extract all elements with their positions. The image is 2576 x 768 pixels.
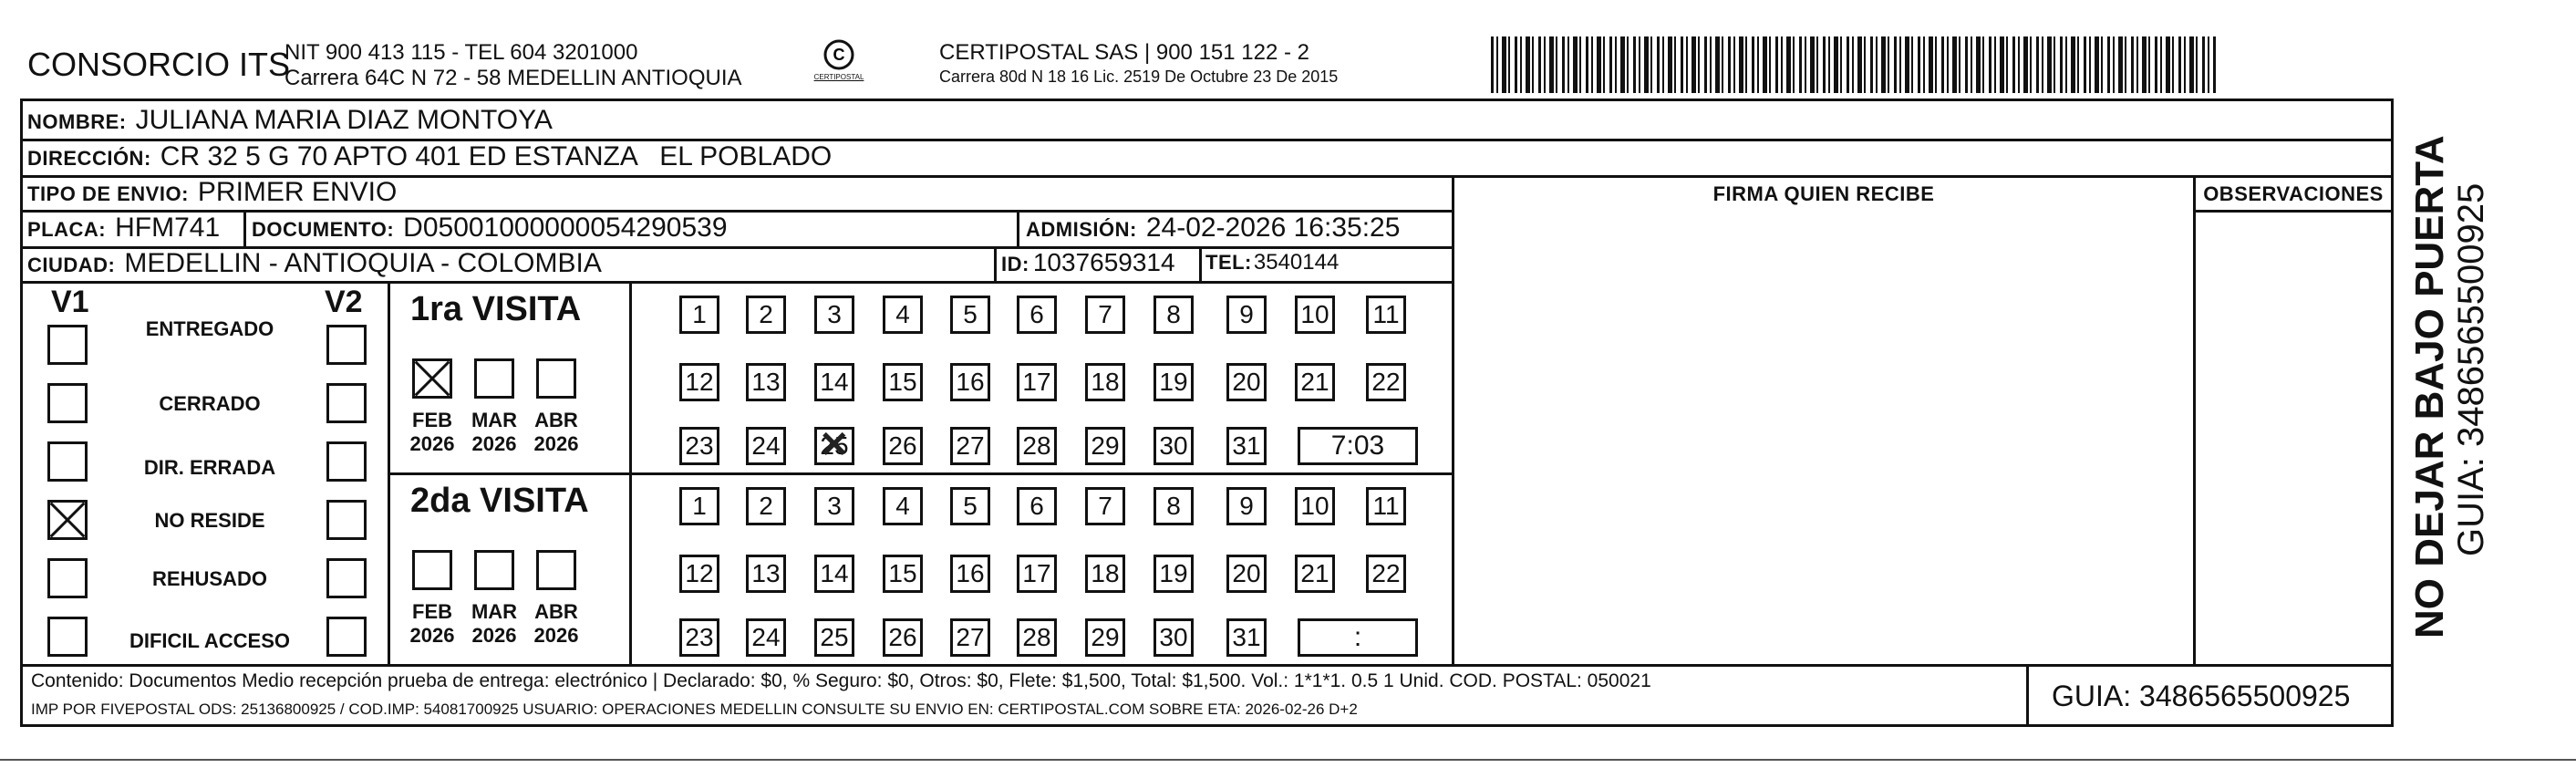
status-reason-label: CERRADO bbox=[159, 392, 261, 415]
day-box[interactable]: 23 bbox=[679, 427, 719, 465]
month-year: 2026 bbox=[533, 432, 579, 455]
month-checkbox[interactable] bbox=[536, 550, 576, 590]
day-box[interactable]: 13 bbox=[746, 363, 786, 401]
day-box[interactable]: 17 bbox=[1017, 363, 1057, 401]
day-box[interactable]: 15 bbox=[883, 555, 923, 593]
tel-label: TEL: bbox=[1205, 251, 1252, 274]
day-box[interactable]: 26 bbox=[883, 618, 923, 657]
month-label: ABR bbox=[534, 409, 578, 431]
v2-checkbox[interactable] bbox=[326, 383, 367, 423]
month-checkbox[interactable] bbox=[412, 358, 452, 399]
admision-row bbox=[1026, 213, 1400, 244]
day-box[interactable]: 23 bbox=[679, 618, 719, 657]
ciudad-value: MEDELLIN - ANTIOQUIA - COLOMBIA bbox=[124, 248, 602, 278]
day-box[interactable]: 21 bbox=[1295, 555, 1335, 593]
frame-right bbox=[2391, 99, 2394, 727]
day-box[interactable]: 10 bbox=[1295, 487, 1335, 525]
month-year: 2026 bbox=[533, 624, 579, 647]
admision-label: ADMISIÓN: bbox=[1026, 218, 1137, 241]
day-box[interactable]: 2 bbox=[746, 487, 786, 525]
day-box[interactable]: 30 bbox=[1154, 618, 1194, 657]
month-label: MAR bbox=[471, 600, 518, 623]
day-box[interactable]: 5 bbox=[950, 296, 990, 334]
day-box[interactable]: 5 bbox=[950, 487, 990, 525]
documento-value: D05001000000054290539 bbox=[403, 213, 728, 243]
day-box[interactable]: 4 bbox=[883, 487, 923, 525]
carrier-line: CERTIPOSTAL SAS | 900 151 122 - 2 bbox=[939, 40, 1309, 65]
visit-divider bbox=[388, 472, 1452, 475]
v1-checkbox[interactable] bbox=[47, 500, 88, 540]
nit-line: NIT 900 413 115 - TEL 604 3201000 bbox=[284, 40, 638, 65]
day-box[interactable]: 20 bbox=[1226, 555, 1267, 593]
col-line bbox=[243, 210, 246, 246]
status-reason-label: REHUSADO bbox=[152, 567, 267, 590]
admision-value: 24-02-2026 16:35:25 bbox=[1145, 213, 1401, 243]
day-box[interactable]: 20 bbox=[1226, 363, 1267, 401]
nombre-label: NOMBRE: bbox=[27, 110, 127, 133]
day-box[interactable]: 19 bbox=[1154, 555, 1194, 593]
v1-checkbox[interactable] bbox=[47, 441, 88, 482]
month-label: MAR bbox=[471, 409, 518, 431]
v2-header: V2 bbox=[325, 285, 363, 319]
id-label: ID: bbox=[1001, 253, 1029, 275]
footer-guia: GUIA: 3486565500925 bbox=[2052, 680, 2351, 712]
day-box[interactable]: 1 bbox=[679, 296, 719, 334]
row-line bbox=[20, 281, 1452, 284]
col-line bbox=[994, 246, 997, 283]
month-checkbox[interactable] bbox=[412, 550, 452, 590]
status-reason-label: DIFICIL ACCESO bbox=[129, 629, 290, 652]
v2-checkbox[interactable] bbox=[326, 617, 367, 657]
day-box[interactable]: 17 bbox=[1017, 555, 1057, 593]
day-box[interactable]: 7 bbox=[1085, 487, 1125, 525]
day-box[interactable]: 29 bbox=[1085, 427, 1125, 465]
day-box[interactable]: 3 bbox=[814, 296, 854, 334]
month-option bbox=[405, 409, 460, 456]
visit-time[interactable]: 7:03 bbox=[1298, 427, 1418, 465]
placa-label: PLACA: bbox=[27, 218, 107, 241]
col-line bbox=[2026, 664, 2029, 724]
id-row bbox=[1001, 248, 1175, 277]
row-line bbox=[20, 664, 2391, 667]
day-box[interactable]: 11 bbox=[1366, 487, 1406, 525]
v2-checkbox[interactable] bbox=[326, 441, 367, 482]
day-box[interactable]: 28 bbox=[1017, 618, 1057, 657]
frame-bottom bbox=[20, 724, 2391, 727]
day-box[interactable]: 6 bbox=[1017, 487, 1057, 525]
tipo-value: PRIMER ENVIO bbox=[197, 177, 398, 207]
day-box[interactable]: 25 ✕ bbox=[814, 427, 854, 465]
documento-row bbox=[252, 213, 728, 244]
day-box[interactable]: 14 bbox=[814, 363, 854, 401]
placa-value: HFM741 bbox=[115, 213, 221, 243]
day-box[interactable]: 18 bbox=[1085, 363, 1125, 401]
footer-imp: IMP POR FIVEPOSTAL ODS: 25136800925 / COD.IMP: 54081700925 USUARIO: OPERACIONES MEDELLIN CONSULTE SU ENVIO EN: CERTIPOSTAL.COM SOBRE ETA: 2026-02-26 D+2 bbox=[31, 701, 1358, 718]
visit-title: 2da VISITA bbox=[410, 482, 589, 520]
day-box[interactable]: 14 bbox=[814, 555, 854, 593]
tel-value: 3540144 bbox=[1253, 250, 1340, 275]
day-box[interactable]: 27 bbox=[950, 427, 990, 465]
day-box[interactable]: 12 bbox=[679, 555, 719, 593]
svg-text:C: C bbox=[833, 46, 845, 64]
month-checkbox[interactable] bbox=[474, 358, 514, 399]
day-box[interactable]: 22 bbox=[1366, 363, 1406, 401]
barcode bbox=[1491, 36, 2216, 93]
day-box[interactable]: 25 bbox=[814, 618, 854, 657]
day-box[interactable]: 27 bbox=[950, 618, 990, 657]
status-reason-label: NO RESIDE bbox=[154, 509, 265, 532]
month-checkbox[interactable] bbox=[536, 358, 576, 399]
observaciones-header: OBSERVACIONES bbox=[2203, 182, 2384, 205]
direccion-value: CR 32 5 G 70 APTO 401 ED ESTANZA EL POBLADO bbox=[160, 141, 833, 171]
month-option bbox=[405, 600, 460, 648]
day-box[interactable]: 15 bbox=[883, 363, 923, 401]
logo-text: CERTIPOSTAL bbox=[813, 73, 864, 81]
visit-col-line bbox=[629, 281, 632, 664]
scan-edge bbox=[0, 759, 2576, 761]
day-box[interactable]: 29 bbox=[1085, 618, 1125, 657]
day-box[interactable]: 24 bbox=[746, 618, 786, 657]
frame-left bbox=[20, 99, 23, 727]
direccion-label: DIRECCIÓN: bbox=[27, 147, 151, 170]
month-checkbox[interactable] bbox=[474, 550, 514, 590]
v1-checkbox[interactable] bbox=[47, 383, 88, 423]
v1-checkbox[interactable] bbox=[47, 558, 88, 598]
v1-checkbox[interactable] bbox=[47, 617, 88, 657]
day-box[interactable]: 7 bbox=[1085, 296, 1125, 334]
day-box[interactable]: 31 bbox=[1226, 427, 1267, 465]
side-guia: GUIA: 3486565500925 bbox=[2451, 182, 2491, 556]
tipo-label: TIPO DE ENVIO: bbox=[27, 182, 189, 205]
day-box[interactable]: 24 bbox=[746, 427, 786, 465]
day-box[interactable]: 30 bbox=[1154, 427, 1194, 465]
placa-row bbox=[27, 213, 220, 244]
month-year: 2026 bbox=[409, 624, 455, 647]
visit-title: 1ra VISITA bbox=[410, 290, 582, 328]
day-box[interactable]: 6 bbox=[1017, 296, 1057, 334]
day-box[interactable]: 3 bbox=[814, 487, 854, 525]
firma-header: FIRMA QUIEN RECIBE bbox=[1712, 182, 1935, 205]
carrier-address: Carrera 80d N 18 16 Lic. 2519 De Octubre 23 De 2015 bbox=[939, 67, 1339, 86]
month-year: 2026 bbox=[471, 624, 517, 647]
day-box[interactable]: 28 bbox=[1017, 427, 1057, 465]
ciudad-row bbox=[27, 248, 602, 279]
day-box[interactable]: 22 bbox=[1366, 555, 1406, 593]
id-value: 1037659314 bbox=[1032, 248, 1175, 276]
day-box[interactable]: 9 bbox=[1226, 487, 1267, 525]
v2-checkbox[interactable] bbox=[326, 558, 367, 598]
status-reason-label: ENTREGADO bbox=[145, 317, 274, 340]
footer-contenido: Contenido: Documentos Medio recepción prueba de entrega: electrónico | Declarado: $0, % Seguro: $0, Otros: $0, Flete: $1,500, Total: $1,500. Vol.: 1*1*1. 0.5 1 Unid. COD. POSTAL: 050021 bbox=[31, 670, 1651, 691]
day-box[interactable]: 26 bbox=[883, 427, 923, 465]
month-label: ABR bbox=[534, 600, 578, 623]
month-option bbox=[529, 409, 584, 456]
company-address: Carrera 64C N 72 - 58 MEDELLIN ANTIOQUIA bbox=[284, 66, 742, 90]
month-label: FEB bbox=[412, 600, 452, 623]
col-line bbox=[1017, 210, 1019, 246]
documento-label: DOCUMENTO: bbox=[252, 218, 395, 241]
day-box[interactable]: 8 bbox=[1154, 296, 1194, 334]
side-warning: NO DEJAR BAJO PUERTA bbox=[2407, 135, 2452, 638]
nombre-row bbox=[27, 105, 553, 136]
day-box[interactable]: 21 bbox=[1295, 363, 1335, 401]
day-box[interactable]: 16 bbox=[950, 555, 990, 593]
day-box[interactable]: 9 bbox=[1226, 296, 1267, 334]
month-option bbox=[467, 600, 522, 648]
day-box[interactable]: 18 bbox=[1085, 555, 1125, 593]
row-line bbox=[2193, 210, 2394, 213]
month-year: 2026 bbox=[409, 432, 455, 455]
month-option bbox=[467, 409, 522, 456]
tel-row bbox=[1205, 250, 1339, 275]
certipostal-logo bbox=[812, 38, 866, 89]
frame-top bbox=[20, 99, 2391, 101]
day-box[interactable]: 2 bbox=[746, 296, 786, 334]
day-box[interactable]: 19 bbox=[1154, 363, 1194, 401]
visit-time[interactable]: : bbox=[1298, 618, 1418, 657]
day-box[interactable]: 10 bbox=[1295, 296, 1335, 334]
col-line bbox=[1452, 175, 1454, 664]
tipo-row bbox=[27, 177, 397, 208]
v2-checkbox[interactable] bbox=[326, 500, 367, 540]
ciudad-label: CIUDAD: bbox=[27, 254, 116, 276]
v1-checkbox[interactable] bbox=[47, 325, 88, 365]
day-box[interactable]: 12 bbox=[679, 363, 719, 401]
status-reason-label: DIR. ERRADA bbox=[143, 456, 276, 479]
col-line bbox=[2193, 175, 2196, 664]
v2-checkbox[interactable] bbox=[326, 325, 367, 365]
day-box[interactable]: 1 bbox=[679, 487, 719, 525]
company-name: CONSORCIO ITS bbox=[27, 46, 291, 83]
month-option bbox=[529, 600, 584, 648]
day-box[interactable]: 31 bbox=[1226, 618, 1267, 657]
day-box[interactable]: 4 bbox=[883, 296, 923, 334]
day-box[interactable]: 16 bbox=[950, 363, 990, 401]
day-box[interactable]: 11 bbox=[1366, 296, 1406, 334]
direccion-row bbox=[27, 141, 832, 172]
nombre-value: JULIANA MARIA DIAZ MONTOYA bbox=[135, 105, 553, 135]
month-year: 2026 bbox=[471, 432, 517, 455]
col-line bbox=[1199, 246, 1202, 283]
v1-header: V1 bbox=[51, 285, 89, 319]
month-label: FEB bbox=[412, 409, 452, 431]
day-box[interactable]: 8 bbox=[1154, 487, 1194, 525]
day-box[interactable]: 13 bbox=[746, 555, 786, 593]
